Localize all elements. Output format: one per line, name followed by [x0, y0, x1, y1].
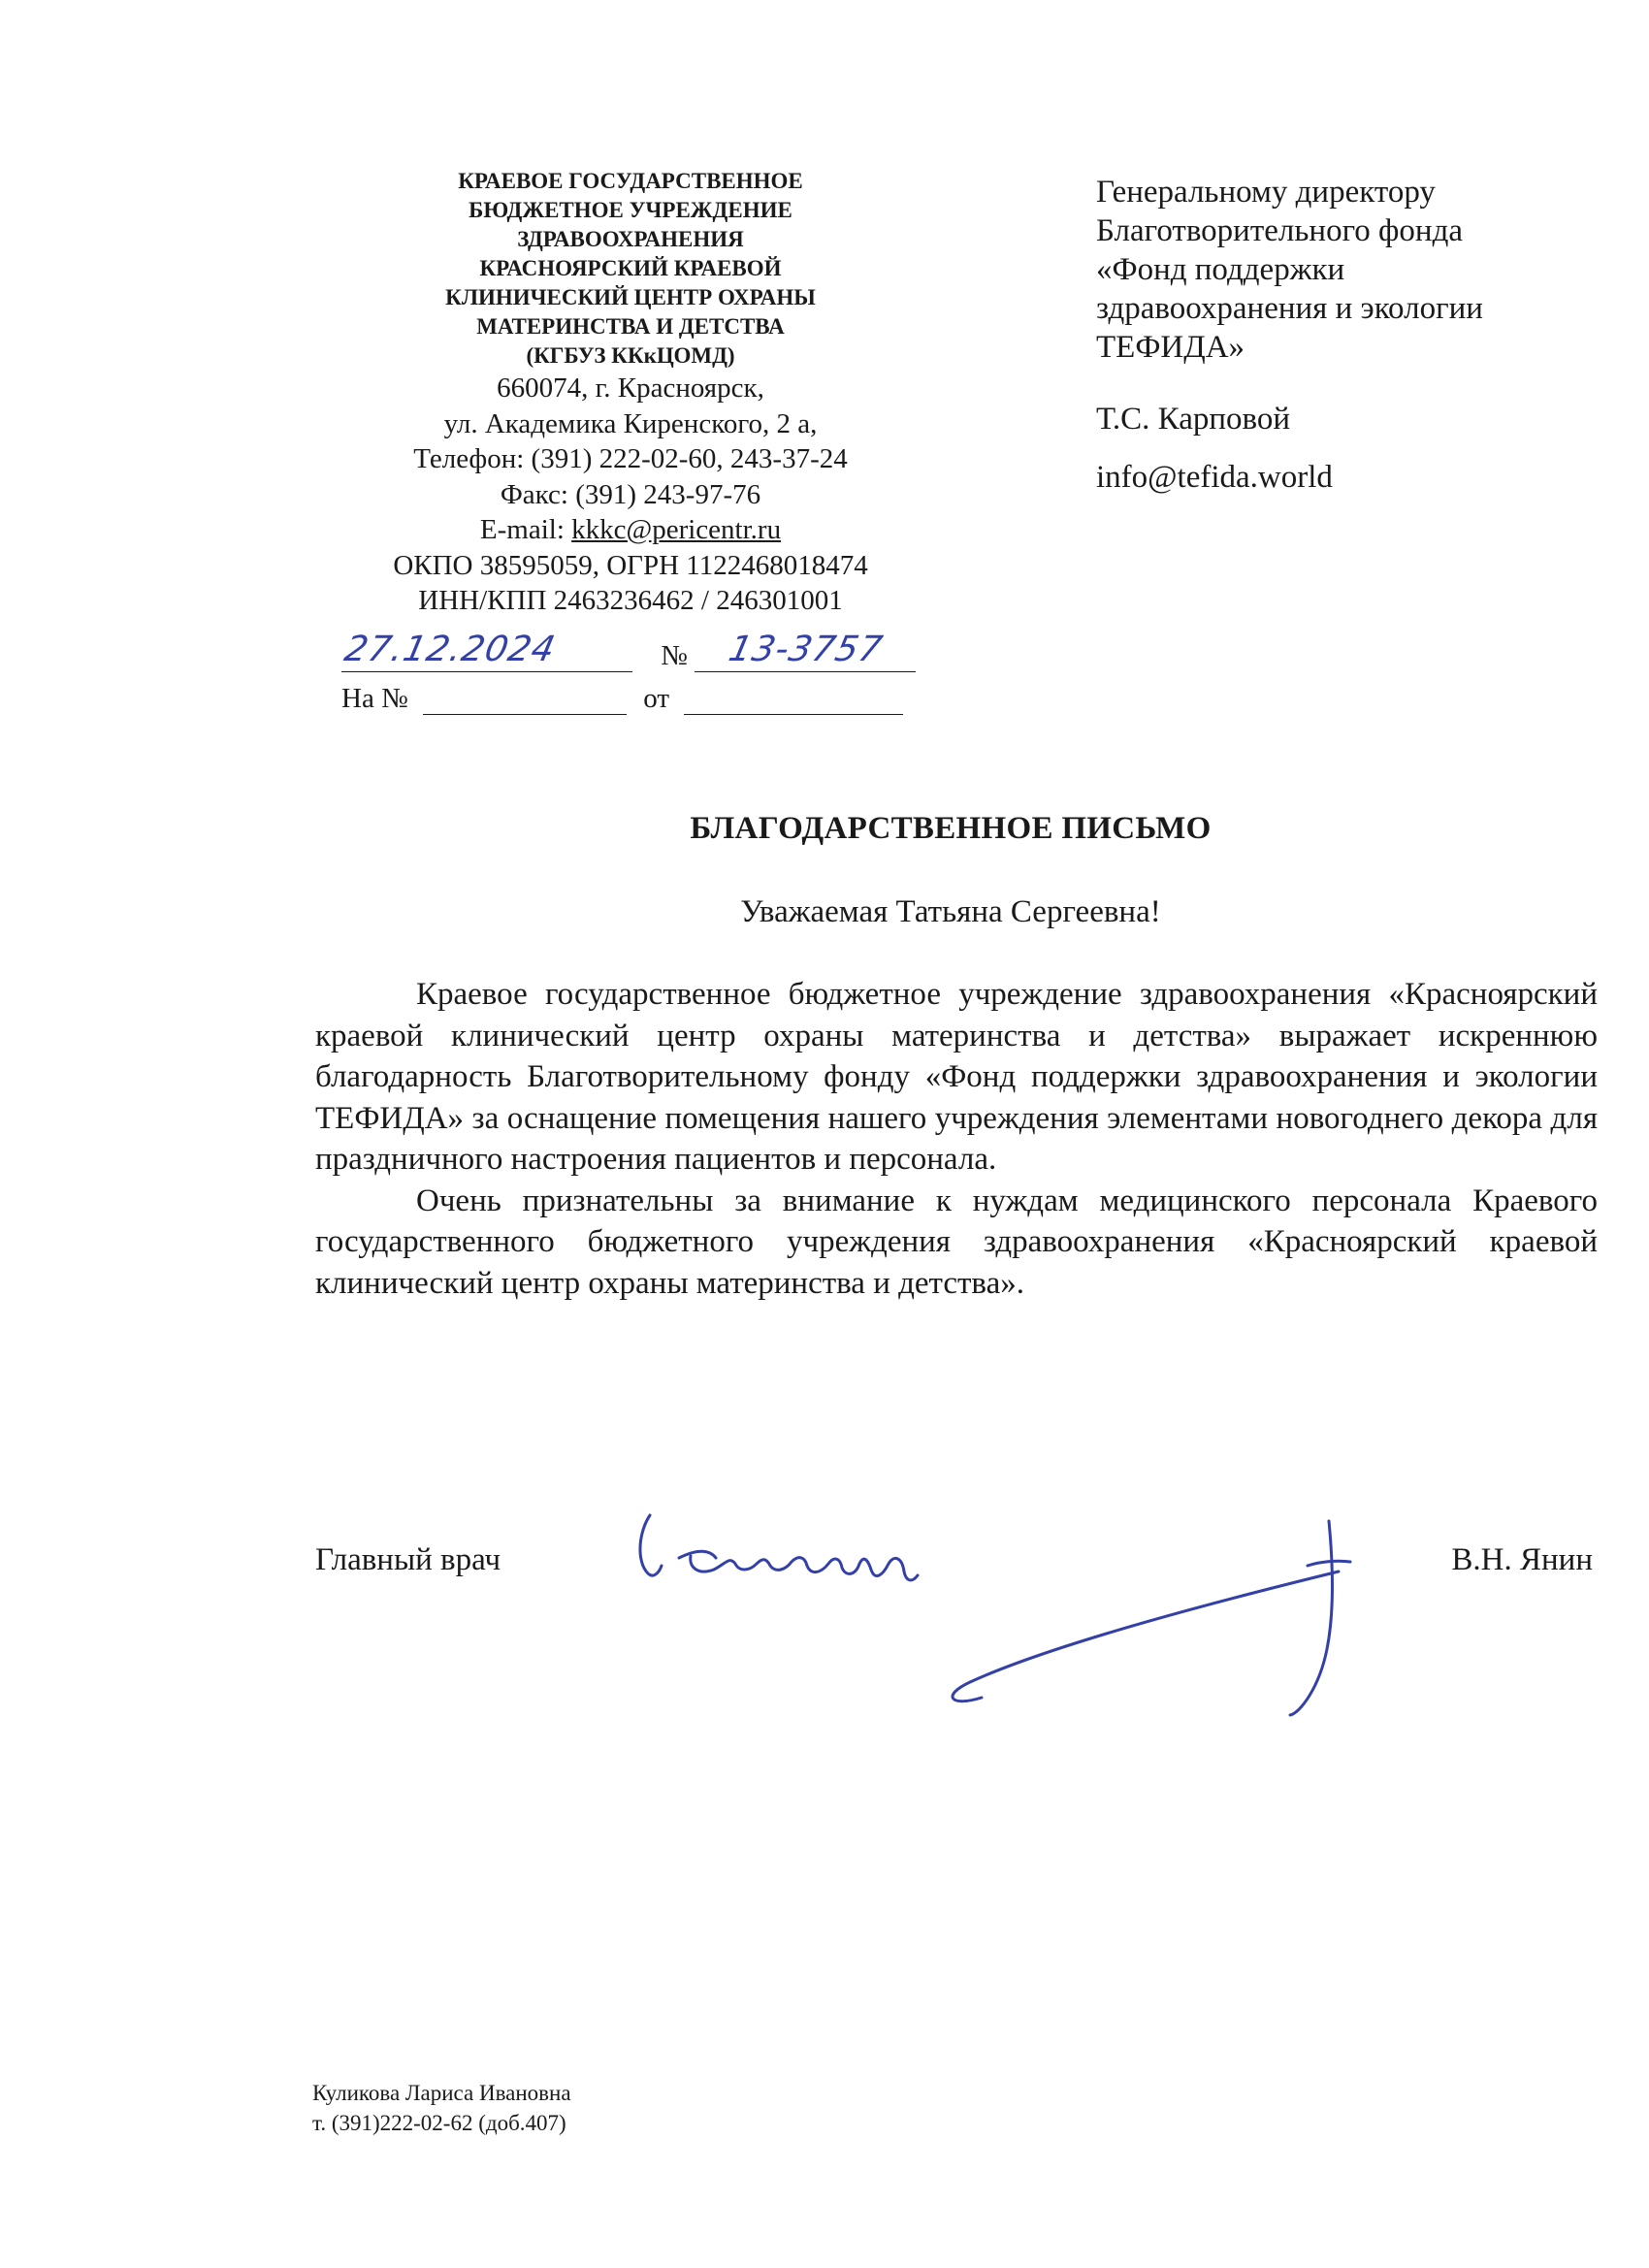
reply-number-blank [423, 685, 627, 715]
body-paragraph: Очень признательны за внимание к нуждам медицинского персонала Краевого государственного бюджетного учреждения здравоохранения «Красноярский краевой клинический центр охраны материнства и детства». [315, 1183, 1598, 1301]
recipient-line: Генеральному директору [1096, 175, 1436, 210]
handwritten-signature [621, 1494, 1377, 1717]
email-line [320, 512, 941, 548]
handwritten-date: 27.12.2024 [340, 630, 560, 669]
organization-name [320, 167, 941, 371]
number-label: № [661, 640, 688, 671]
recipient-email: info@tefida.world [1096, 460, 1333, 495]
recipient-line: здравоохранения и экологии [1096, 291, 1483, 326]
street-address: ул. Академика Киренского, 2 а, [443, 407, 818, 439]
outgoing-ref-line [340, 630, 923, 683]
inn-kpp-line: ИНН/КПП 2463236462 / 246301001 [418, 585, 843, 616]
reply-date-blank [684, 685, 903, 715]
body-paragraph: Краевое государственное бюджетное учреждение здравоохранения «Красноярский краевой клинический центр охраны материнства и детства» выражает искреннюю благодарность Благотворительному фонду «Фонд поддержки здравоохранения и экологии ТЕФИДА» за оснащение помещения нашего учреждения элементами новогоднего декора для праздничного настроения пациентов и персонала. [315, 977, 1598, 1177]
reference-block [340, 630, 923, 726]
org-name-line: МАТЕРИНСТВА И ДЕТСТВА [476, 314, 785, 339]
signatory-name: В.Н. Янин [1451, 1542, 1593, 1577]
date-blank [340, 630, 632, 672]
recipient-line: Благотворительного фонда [1096, 213, 1464, 248]
document-title: БЛАГОДАРСТВЕННОЕ ПИСЬМО [690, 811, 1212, 846]
from-label: от [643, 683, 670, 714]
letterhead [320, 167, 941, 619]
executor-name: Куликова Лариса Ивановна [312, 2081, 571, 2105]
okpo-ogrn-line: ОКПО 38595059, ОГРН 1122468018474 [393, 549, 868, 581]
incoming-ref-line [341, 683, 923, 726]
org-name-line: (КГБУЗ ККкЦОМД) [526, 343, 735, 368]
recipient-line: «Фонд поддержки [1096, 252, 1345, 287]
executor-block [312, 2078, 571, 2138]
phone-line: Телефон: (391) 222-02-60, 243-37-24 [413, 443, 848, 474]
fax-line: Факс: (391) 243-97-76 [500, 478, 761, 510]
email-label: E-mail: [479, 514, 572, 545]
org-name-line: БЮДЖЕТНОЕ УЧРЕЖДЕНИЕ [469, 198, 792, 222]
recipient-name: Т.С. Карповой [1096, 402, 1291, 437]
postal-address: 660074, г. Красноярск, [497, 373, 764, 404]
letter-body [315, 974, 1598, 1304]
recipient-block [1096, 173, 1600, 497]
handwritten-number: 13-3757 [725, 630, 887, 669]
number-blank [695, 630, 916, 672]
org-name-line: КРАСНОЯРСКИЙ КРАЕВОЙ [479, 256, 782, 280]
recipient-line: ТЕФИДА» [1096, 330, 1245, 365]
org-name-line: ЗДРАВООХРАНЕНИЯ [517, 227, 744, 251]
signatory-role: Главный врач [315, 1542, 501, 1577]
executor-phone: т. (391)222-02-62 (доб.407) [312, 2111, 566, 2135]
email-link[interactable]: kkkc@pericentr.ru [571, 514, 782, 545]
org-name-line: КРАЕВОЕ ГОСУДАРСТВЕННОЕ [458, 169, 803, 193]
reply-label: На № [341, 683, 408, 714]
spacer [1096, 367, 1600, 400]
org-name-line: КЛИНИЧЕСКИЙ ЦЕНТР ОХРАНЫ [445, 285, 816, 309]
organization-contacts [320, 371, 941, 619]
salutation: Уважаемая Татьяна Сергеевна! [740, 894, 1161, 929]
